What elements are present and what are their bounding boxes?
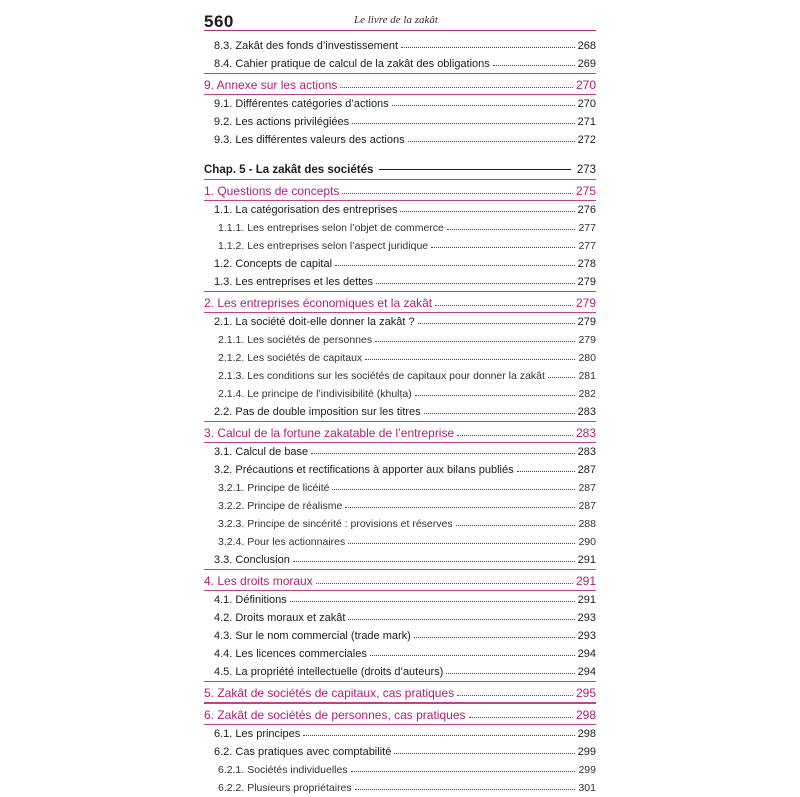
toc-entry-page: 298 bbox=[575, 708, 596, 722]
toc-entry-page: 283 bbox=[577, 406, 596, 418]
dot-leader bbox=[303, 725, 574, 736]
toc-entry bbox=[204, 743, 596, 761]
dot-leader bbox=[365, 349, 575, 360]
dot-leader bbox=[408, 131, 575, 142]
toc-section-heading bbox=[204, 182, 596, 200]
toc-entry-title: 3.2.3. Principe de sincérité : provisions et réserves bbox=[218, 518, 453, 530]
toc-entry-title: 6.2.2. Plusieurs propriétaires bbox=[218, 782, 352, 794]
dot-leader bbox=[316, 573, 573, 584]
dot-leader bbox=[401, 37, 575, 48]
toc-entry-page: 294 bbox=[577, 666, 596, 678]
dot-leader bbox=[517, 461, 575, 472]
toc-entry-page: 299 bbox=[577, 746, 596, 758]
running-title: Le livre de la zakât bbox=[354, 14, 438, 26]
dot-leader bbox=[379, 159, 570, 170]
toc-entry-page: 293 bbox=[577, 612, 596, 624]
toc-entry bbox=[204, 725, 596, 743]
toc-entry-page: 279 bbox=[577, 316, 596, 328]
toc-entry-title: 3.2.4. Pour les actionnaires bbox=[218, 536, 346, 548]
toc-entry-title: 2.1. La société doit-elle donner la zakât ? bbox=[214, 316, 415, 328]
toc-entry-title: 9.1. Différentes catégories d’actions bbox=[214, 98, 389, 110]
dot-leader bbox=[548, 367, 576, 378]
dot-leader bbox=[311, 443, 574, 454]
toc-entry bbox=[204, 443, 596, 461]
dot-leader bbox=[435, 295, 573, 306]
toc-entry-title: 1.1.1. Les entreprises selon l’objet de commerce bbox=[218, 222, 444, 234]
header-rule bbox=[204, 30, 596, 31]
section-rule bbox=[204, 291, 596, 292]
toc-entry-title: 8.4. Cahier pratique de calcul de la zakât des obligations bbox=[214, 58, 490, 70]
dot-leader bbox=[400, 201, 574, 212]
table-of-contents bbox=[204, 37, 596, 797]
toc-entry bbox=[204, 201, 596, 219]
page-header bbox=[204, 12, 596, 32]
toc-entry-title: 9.3. Les différentes valeurs des actions bbox=[214, 134, 405, 146]
toc-entry bbox=[204, 313, 596, 331]
dot-leader bbox=[340, 77, 573, 88]
toc-entry-page: 291 bbox=[577, 554, 596, 566]
dot-leader bbox=[493, 55, 575, 66]
toc-entry-page: 280 bbox=[578, 352, 596, 364]
toc-entry-page: 269 bbox=[577, 58, 596, 70]
toc-entry-page: 277 bbox=[578, 222, 596, 234]
toc-entry-title: 2.1.2. Les sociétés de capitaux bbox=[218, 352, 363, 364]
toc-entry-title: 2.1.4. Le principe de l’indivisibilité (khulṭa) bbox=[218, 388, 412, 400]
toc-entry bbox=[204, 533, 596, 551]
toc-entry-title: 4.4. Les licences commerciales bbox=[214, 648, 367, 660]
toc-entry-title: 8.3. Zakât des fonds d’investissement bbox=[214, 40, 399, 52]
toc-entry-page: 295 bbox=[575, 686, 596, 700]
toc-entry bbox=[204, 497, 596, 515]
dot-leader bbox=[290, 591, 575, 602]
toc-entry-title: 4.5. La propriété intellectuelle (droits d’auteurs) bbox=[214, 666, 444, 678]
toc-entry-title: 2.1.3. Les conditions sur les sociétés de capitaux pour donner la zakât bbox=[218, 370, 545, 382]
toc-entry-title: 2. Les entreprises économiques et la zakât bbox=[204, 296, 433, 310]
dot-leader bbox=[348, 609, 574, 620]
dot-leader bbox=[469, 707, 573, 718]
dot-leader bbox=[457, 685, 573, 696]
toc-entry-title: 6. Zakât de sociétés de personnes, cas pratiques bbox=[204, 708, 466, 722]
toc-entry-page: 287 bbox=[577, 464, 596, 476]
toc-entry-page: 279 bbox=[575, 296, 596, 310]
dot-leader bbox=[345, 497, 575, 508]
toc-section-heading bbox=[204, 76, 596, 94]
toc-entry-page: 272 bbox=[577, 134, 596, 146]
toc-entry-title: 3.2.2. Principe de réalisme bbox=[218, 500, 343, 512]
section-rule bbox=[204, 421, 596, 422]
toc-entry-title: 3.3. Conclusion bbox=[214, 554, 290, 566]
toc-entry-page: 268 bbox=[577, 40, 596, 52]
toc-entry bbox=[204, 113, 596, 131]
toc-entry-page: 279 bbox=[577, 276, 596, 288]
toc-entry-page: 287 bbox=[578, 500, 596, 512]
toc-entry-title: 6.2.1. Sociétés individuelles bbox=[218, 764, 348, 776]
toc-entry bbox=[204, 273, 596, 291]
section-rule bbox=[204, 703, 596, 704]
toc-entry bbox=[204, 479, 596, 497]
dot-leader bbox=[376, 273, 575, 284]
dot-leader bbox=[348, 533, 575, 544]
toc-entry bbox=[204, 609, 596, 627]
dot-leader bbox=[342, 183, 573, 194]
dot-leader bbox=[351, 761, 576, 772]
dot-leader bbox=[414, 627, 575, 638]
toc-entry-title: 3.2. Précautions et rectifications à apporter aux bilans publiés bbox=[214, 464, 514, 476]
toc-entry bbox=[204, 627, 596, 645]
dot-leader bbox=[394, 743, 574, 754]
toc-entry-title: 3. Calcul de la fortune zakatable de l’entreprise bbox=[204, 426, 455, 440]
toc-entry-page: 293 bbox=[577, 630, 596, 642]
toc-entry bbox=[204, 403, 596, 421]
chapter-heading bbox=[204, 161, 596, 179]
toc-entry bbox=[204, 551, 596, 569]
dot-leader bbox=[424, 403, 575, 414]
toc-entry bbox=[204, 95, 596, 113]
dot-leader bbox=[447, 219, 576, 230]
toc-entry bbox=[204, 237, 596, 255]
toc-entry bbox=[204, 761, 596, 779]
toc-entry-page: 278 bbox=[577, 258, 596, 270]
toc-entry-page: 291 bbox=[577, 594, 596, 606]
toc-entry bbox=[204, 255, 596, 273]
toc-entry bbox=[204, 367, 596, 385]
toc-entry-page: 270 bbox=[575, 78, 596, 92]
dot-leader bbox=[293, 551, 575, 562]
toc-entry-title: 1.3. Les entreprises et les dettes bbox=[214, 276, 373, 288]
toc-entry bbox=[204, 461, 596, 479]
toc-entry bbox=[204, 55, 596, 73]
toc-section-heading bbox=[204, 294, 596, 312]
toc-entry-title: 3.2.1. Principe de licéité bbox=[218, 482, 330, 494]
dot-leader bbox=[352, 113, 575, 124]
toc-entry-page: 273 bbox=[576, 164, 596, 176]
dot-leader bbox=[355, 779, 576, 790]
toc-entry bbox=[204, 591, 596, 609]
dot-leader bbox=[392, 95, 575, 106]
section-rule bbox=[204, 73, 596, 74]
toc-entry-title: Chap. 5 - La zakât des sociétés bbox=[204, 164, 374, 176]
toc-entry-title: 4.3. Sur le nom commercial (trade mark) bbox=[214, 630, 411, 642]
toc-entry-page: 299 bbox=[578, 764, 596, 776]
toc-entry bbox=[204, 385, 596, 403]
toc-entry-page: 282 bbox=[578, 388, 596, 400]
page-number: 560 bbox=[204, 12, 234, 31]
toc-entry-page: 277 bbox=[578, 240, 596, 252]
toc-entry-title: 2.2. Pas de double imposition sur les titres bbox=[214, 406, 421, 418]
toc-entry-page: 270 bbox=[577, 98, 596, 110]
toc-entry-page: 271 bbox=[577, 116, 596, 128]
toc-entry-title: 9.2. Les actions privilégiées bbox=[214, 116, 350, 128]
toc-entry bbox=[204, 645, 596, 663]
toc-entry-page: 283 bbox=[575, 426, 596, 440]
toc-entry bbox=[204, 219, 596, 237]
toc-entry-page: 287 bbox=[578, 482, 596, 494]
toc-entry-page: 275 bbox=[575, 184, 596, 198]
toc-entry-page: 276 bbox=[577, 204, 596, 216]
toc-entry-title: 5. Zakât de sociétés de capitaux, cas pratiques bbox=[204, 686, 455, 700]
toc-entry-page: 279 bbox=[578, 334, 596, 346]
dot-leader bbox=[332, 479, 575, 490]
toc-entry-title: 1. Questions de concepts bbox=[204, 184, 340, 198]
toc-entry-title: 1.1.2. Les entreprises selon l’aspect juridique bbox=[218, 240, 429, 252]
toc-entry-page: 294 bbox=[577, 648, 596, 660]
toc-entry bbox=[204, 779, 596, 797]
toc-entry-title: 3.1. Calcul de base bbox=[214, 446, 309, 458]
toc-entry bbox=[204, 515, 596, 533]
toc-entry-title: 9. Annexe sur les actions bbox=[204, 78, 338, 92]
toc-entry bbox=[204, 331, 596, 349]
toc-entry bbox=[204, 349, 596, 367]
dot-leader bbox=[375, 331, 575, 342]
dot-leader bbox=[456, 515, 576, 526]
toc-entry-page: 281 bbox=[578, 370, 596, 382]
dot-leader bbox=[446, 663, 574, 674]
toc-entry-title: 4.2. Droits moraux et zakât bbox=[214, 612, 346, 624]
toc-section-heading bbox=[204, 706, 596, 724]
toc-entry-page: 290 bbox=[578, 536, 596, 548]
dot-leader bbox=[335, 255, 575, 266]
toc-section-heading bbox=[204, 424, 596, 442]
toc-entry-page: 298 bbox=[577, 728, 596, 740]
toc-entry-title: 6.1. Les principes bbox=[214, 728, 301, 740]
toc-entry-title: 6.2. Cas pratiques avec comptabilité bbox=[214, 746, 392, 758]
toc-entry-title: 4.1. Définitions bbox=[214, 594, 287, 606]
toc-section-heading bbox=[204, 572, 596, 590]
section-rule bbox=[204, 569, 596, 570]
toc-entry-page: 301 bbox=[578, 782, 596, 794]
toc-entry bbox=[204, 131, 596, 149]
dot-leader bbox=[415, 385, 576, 396]
toc-entry-page: 288 bbox=[578, 518, 596, 530]
dot-leader bbox=[457, 425, 573, 436]
toc-entry-title: 4. Les droits moraux bbox=[204, 574, 313, 588]
section-rule bbox=[204, 179, 596, 180]
toc-entry bbox=[204, 663, 596, 681]
toc-entry-page: 291 bbox=[575, 574, 596, 588]
dot-leader bbox=[418, 313, 575, 324]
toc-entry-page: 283 bbox=[577, 446, 596, 458]
toc-entry bbox=[204, 37, 596, 55]
toc-entry-title: 1.1. La catégorisation des entreprises bbox=[214, 204, 398, 216]
section-rule bbox=[204, 681, 596, 682]
toc-entry-title: 1.2. Concepts de capital bbox=[214, 258, 333, 270]
dot-leader bbox=[431, 237, 575, 248]
toc-section-heading bbox=[204, 684, 596, 702]
toc-entry-title: 2.1.1. Les sociétés de personnes bbox=[218, 334, 373, 346]
dot-leader bbox=[370, 645, 575, 656]
